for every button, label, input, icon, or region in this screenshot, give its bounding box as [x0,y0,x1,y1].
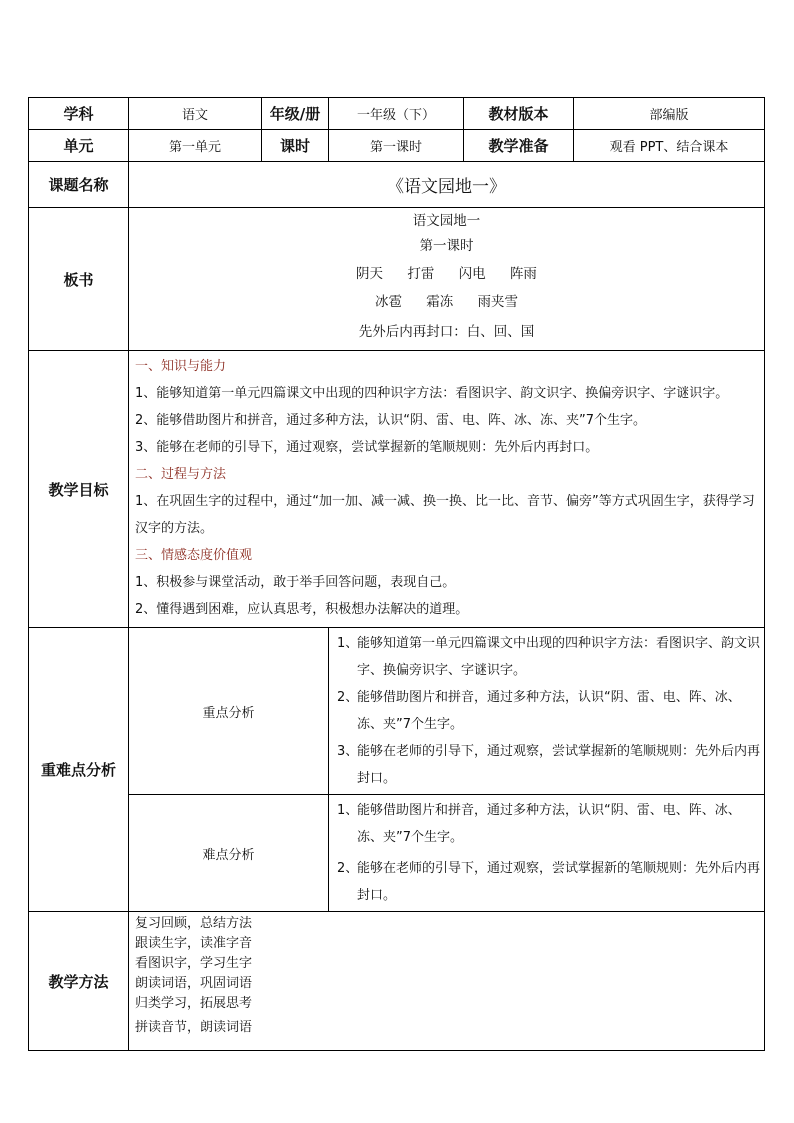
objective-item: 3、能够在老师的引导下，通过观察，尝试掌握新的笔顺规则：先外后内再封口。 [135,440,599,455]
board-term: 雨夹雪 [477,294,519,310]
method-item: 跟读生字，读准字音 [135,936,253,951]
item-number: 2、 [337,861,359,876]
key-point-item [337,738,760,792]
objective-item: 2、懂得遇到困难，应认真思考，积极想办法解决的道理。 [135,602,469,617]
unit-label: 单元 [29,130,129,162]
key-points-row [29,628,765,795]
period-label: 课时 [262,130,329,162]
method-item: 拼读音节，朗读词语 [135,1020,253,1035]
objectives-label: 教学目标 [29,351,129,628]
board-term: 阴天 [356,266,384,282]
header-row-2 [29,130,765,162]
lesson-label: 课题名称 [29,162,129,208]
prep-value: 观看 PPT、结合课本 [574,130,765,162]
difficult-point-item [337,855,760,909]
edition-value: 部编版 [574,98,765,130]
objectives-heading-3: 三、情感态度价值观 [135,548,253,563]
method-item: 归类学习，拓展思考 [135,996,253,1011]
item-number: 2、 [337,690,359,705]
board-rule: 先外后内再封口：白、回、国 [358,324,535,340]
difficult-points-content [329,795,765,912]
board-terms-row-1 [129,260,764,288]
board-terms-row-2 [129,288,764,316]
board-term: 霜冻 [426,294,454,310]
board-label: 板书 [29,208,129,351]
objective-item: 1、在巩固生字的过程中，通过“加一加、减一减、换一换、比一比、音节、偏旁”等方式巩固生字，获得学习汉字的方法。 [135,494,755,536]
board-line-1: 语文园地一 [412,213,481,229]
board-term: 阵雨 [509,266,537,282]
item-text: 能够借助图片和拼音，通过多种方法，认识“阴、雷、电、阵、冰、冻、夹”7个生字。 [357,803,741,845]
difficult-points-label: 难点分析 [129,795,329,912]
lesson-title-row [29,162,765,208]
methods-row [29,912,765,1051]
objective-item: 1、能够知道第一单元四篇课文中出现的四种识字方法：看图识字、韵文识字、换偏旁识字、字谜识字。 [135,386,729,401]
key-point-item [337,630,760,684]
subject-value: 语文 [129,98,262,130]
edition-label: 教材版本 [464,98,574,130]
difficult-point-item [337,797,760,851]
objectives-content [129,351,765,628]
method-item: 看图识字，学习生字 [135,956,253,971]
board-content [129,208,765,351]
key-point-item [337,684,760,738]
objectives-row [29,351,765,628]
item-number: 3、 [337,744,359,759]
item-text: 能够知道第一单元四篇课文中出现的四种识字方法：看图识字、韵文识字、换偏旁识字、字谜识字。 [357,636,761,678]
period-value: 第一课时 [329,130,464,162]
key-points-content [329,628,765,795]
objectives-heading-2: 二、过程与方法 [135,467,227,482]
header-row-1 [29,98,765,130]
item-text: 能够在老师的引导下，通过观察，尝试掌握新的笔顺规则：先外后内再封口。 [357,744,761,786]
difficult-points-row [29,795,765,912]
objective-item: 2、能够借助图片和拼音，通过多种方法，认识“阴、雷、电、阵、冰、冻、夹”7个生字。 [135,413,647,428]
board-term: 冰雹 [374,294,402,310]
key-points-label: 重点分析 [129,628,329,795]
method-item: 复习回顾，总结方法 [135,916,253,931]
item-number: 1、 [337,803,359,818]
method-item: 朗读词语，巩固词语 [135,976,253,991]
item-text: 能够借助图片和拼音，通过多种方法，认识“阴、雷、电、阵、冰、冻、夹”7个生字。 [357,690,741,732]
objective-item: 1、积极参与课堂活动，敢于举手回答问题，表现自己。 [135,575,456,590]
board-term: 闪电 [458,266,486,282]
objectives-heading-1: 一、知识与能力 [135,359,227,374]
subject-label: 学科 [29,98,129,130]
board-row [29,208,765,351]
methods-content [129,912,765,1051]
grade-value: 一年级（下） [329,98,464,130]
lesson-title: 《语文园地一》 [129,162,765,208]
lesson-plan-table [28,97,765,1051]
item-text: 能够在老师的引导下，通过观察，尝试掌握新的笔顺规则：先外后内再封口。 [357,861,761,903]
methods-label: 教学方法 [29,912,129,1051]
unit-value: 第一单元 [129,130,262,162]
board-line-2: 第一课时 [419,238,474,254]
board-term: 打雷 [407,266,435,282]
prep-label: 教学准备 [464,130,574,162]
item-number: 1、 [337,636,359,651]
grade-label: 年级/册 [262,98,329,130]
analysis-label: 重难点分析 [29,628,129,912]
